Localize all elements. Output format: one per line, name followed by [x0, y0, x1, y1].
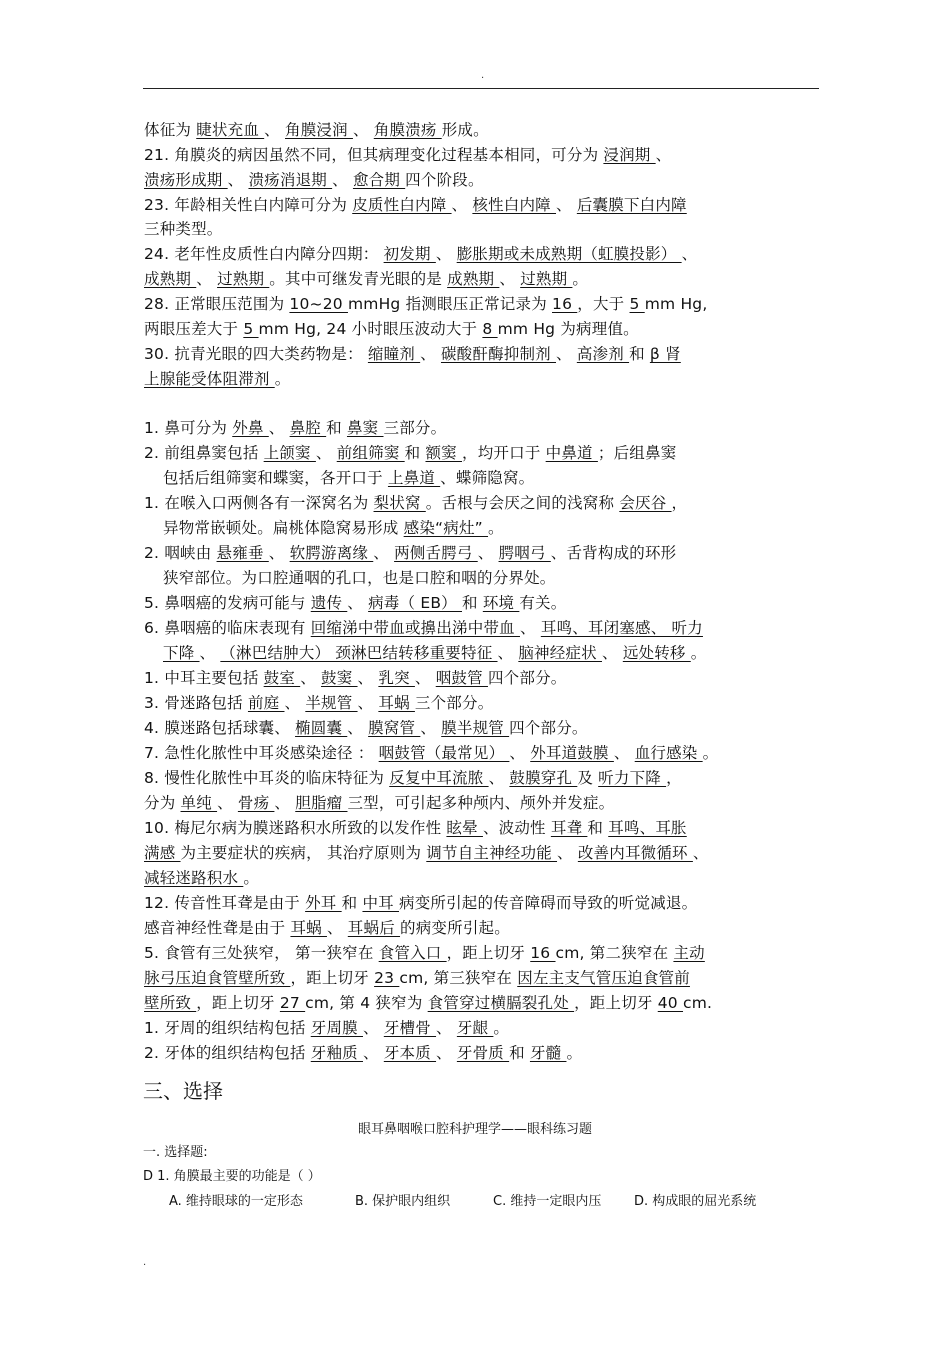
text-segment: 和 [326, 419, 347, 437]
text-segment: 、 [499, 270, 521, 288]
answer-blank: 悬雍垂 [216, 544, 269, 562]
answer-blank: 耳蜗后 [347, 919, 401, 937]
header-rule [143, 88, 819, 89]
answer-blank: 鼓窦 [321, 669, 358, 687]
text-segment: 有关。 [519, 594, 567, 612]
answer-blank: 病毒（ EB） [368, 594, 462, 612]
text-segment: 狭窄部位。为口腔通咽的孔口，也是口腔和咽的分界处。 [163, 569, 556, 587]
text-segment: 、 [332, 171, 353, 189]
text-segment: 、 [347, 719, 369, 737]
text-segment: 、 [268, 544, 290, 562]
text-segment: 2. 咽峡由 [144, 544, 217, 562]
text-segment: 、 [692, 844, 709, 862]
answer-blank: 脑神经症状 [518, 644, 602, 662]
text-segment: 2. 前组鼻窦包括 [144, 444, 264, 462]
answer-blank: 过熟期 [217, 270, 270, 288]
text-segment: 、 [264, 121, 285, 139]
answer-blank: 8 [482, 320, 498, 338]
text-segment: 。 [702, 744, 719, 762]
answer-blank: 咽鼓管 [435, 669, 488, 687]
text-line [144, 818, 687, 838]
text-segment: mm Hg, 24 小时眼压波动大于 [258, 320, 483, 338]
option-c: C. 维持一定眼内压 [493, 1194, 602, 1209]
text-segment: mm Hg, [644, 295, 708, 313]
answer-blank: 环境 [482, 594, 520, 612]
text-segment: 、 [477, 544, 499, 562]
footer-dot: . [143, 1257, 147, 1268]
answer-blank: 血行感染 [634, 744, 703, 762]
answer-blank: 牙龈 [456, 1019, 494, 1037]
text-line [144, 868, 259, 888]
text-segment: mmHg 指测眼压正常记录为 [347, 295, 553, 313]
text-segment: 、 [284, 694, 306, 712]
answer-blank: 两侧舌腭弓 [394, 544, 478, 562]
text-segment: 24. 老年性皮质性白内障分四期： [144, 245, 384, 263]
answer-blank: 单纯 [180, 794, 218, 812]
question-header: 一. 选择题: [143, 1145, 208, 1160]
answer-blank: 鼻腔 [289, 419, 327, 437]
answer-blank: 愈合期 [352, 171, 406, 189]
text-line [144, 219, 223, 239]
text-segment: 和 [341, 894, 363, 912]
text-segment: 、 [556, 345, 577, 363]
answer-blank: 下降 [163, 644, 200, 662]
answer-blank: 远处转移 [622, 644, 691, 662]
text-segment: 四个部分。 [487, 669, 567, 687]
text-segment: 、 [362, 1044, 384, 1062]
answer-blank: 骨疡 [237, 794, 275, 812]
text-segment: 、 [274, 794, 296, 812]
text-segment: 、 [315, 444, 337, 462]
text-segment: 、 [300, 669, 322, 687]
text-line [144, 1018, 509, 1038]
text-segment: 、 [420, 345, 441, 363]
text-segment: 23. 年龄相关性白内障可分为 [144, 196, 353, 214]
text-line [144, 668, 566, 688]
answer-blank: 40 [657, 994, 684, 1012]
answer-blank: 耳鸣、耳胀 [608, 819, 687, 837]
text-segment: 6. 鼻咽癌的临床表现有 [144, 619, 311, 637]
text-segment: 三种类型。 [144, 220, 223, 238]
answer-blank: 16 [530, 944, 556, 962]
answer-blank: 前组筛窦 [336, 444, 405, 462]
text-segment: 两眼压差大于 [144, 320, 244, 338]
text-line [144, 244, 697, 264]
text-segment: 、 [497, 644, 519, 662]
answer-blank: 耳聋 [550, 819, 588, 837]
answer-blank: 脉弓压迫食管壁所致 [144, 969, 291, 987]
text-segment: 、 [436, 1044, 457, 1062]
text-line [144, 344, 681, 364]
answer-blank: 高渗剂 [576, 345, 630, 363]
text-segment: 、 [436, 1019, 457, 1037]
text-segment: mm Hg 为病理值。 [497, 320, 639, 338]
text-line [144, 793, 614, 813]
answer-blank: 缩瞳剂 [367, 345, 421, 363]
text-segment: 1. 牙周的组织结构包括 [144, 1019, 311, 1037]
answer-blank: 腭咽弓 [498, 544, 551, 562]
text-line [144, 943, 705, 963]
answer-blank: 软腭游离缘 [289, 544, 374, 562]
answer-blank: （淋巴结肿大） 颈淋巴结转移重要特征 [220, 644, 498, 662]
text-segment: ，大于 [577, 295, 630, 313]
text-segment: 四个部分。 [509, 719, 588, 737]
answer-blank: 23 [374, 969, 400, 987]
answer-blank: 牙槽骨 [383, 1019, 437, 1037]
text-segment: ，距上切牙 [196, 994, 280, 1012]
question-text: D 1. 角膜最主要的功能是（ ） [143, 1169, 321, 1184]
text-segment: 。 [566, 1044, 583, 1062]
answer-blank: 上腺能受体阻滞剂 [144, 370, 275, 388]
text-segment: 、 [352, 121, 374, 139]
text-line [144, 843, 709, 863]
text-segment: 1. 中耳主要包括 [144, 669, 264, 687]
text-segment: ，距上切牙 [290, 969, 375, 987]
text-segment: 。 [488, 519, 504, 537]
text-segment: 、 [357, 694, 379, 712]
text-line [144, 918, 510, 938]
text-segment: 5. 鼻咽癌的发病可能与 [144, 594, 311, 612]
answer-blank: 耳鸣、耳闭塞感、 听力 [540, 619, 703, 637]
text-line [144, 743, 718, 763]
text-segment: 、蝶筛隐窝。 [440, 469, 535, 487]
answer-blank: 耳蜗 [290, 919, 327, 937]
text-segment: 的病变所引起。 [400, 919, 510, 937]
answer-blank: 反复中耳流脓 [389, 769, 489, 787]
answer-blank: 减轻迷路积水 [144, 869, 244, 887]
answer-blank: 梨状窝 [373, 494, 426, 512]
exercise-subtitle: 眼耳鼻咽喉口腔科护理学——眼科练习题 [357, 1122, 592, 1137]
text-line [163, 468, 534, 488]
text-segment: 、 [655, 146, 672, 164]
text-segment: 和 [587, 819, 609, 837]
text-segment: 三个部分。 [414, 694, 494, 712]
text-segment: 21. 角膜炎的病因虽然不同，但其病理变化过程基本相同，可分为 [144, 146, 604, 164]
text-segment: 。舌根与会厌之间的浅窝称 [425, 494, 620, 512]
text-segment: 。 [274, 370, 291, 388]
text-segment: 12. 传音性耳聋是由于 [144, 894, 306, 912]
text-segment: 、 [357, 669, 379, 687]
text-segment: ，距上切牙 [446, 944, 531, 962]
answer-blank: 椭圆囊 [295, 719, 348, 737]
text-line [144, 294, 707, 314]
text-segment: 、 [681, 245, 698, 263]
text-segment: 7. 急性化脓性中耳炎感染途径 ： [144, 744, 379, 762]
text-segment: ， [671, 494, 688, 512]
answer-blank: 5 [243, 320, 259, 338]
text-segment: 、 [268, 419, 290, 437]
text-line [144, 443, 676, 463]
text-segment: 形成。 [441, 121, 489, 139]
text-segment: 。 [243, 869, 260, 887]
text-segment: ，均开口于 [462, 444, 546, 462]
answer-blank: 遗传 [310, 594, 348, 612]
text-segment: 感音神经性聋是由于 [144, 919, 291, 937]
answer-blank: 过熟期 [520, 270, 573, 288]
answer-blank: 碳酸酐酶抑制剂 [440, 345, 556, 363]
answer-blank: 半规管 [305, 694, 358, 712]
answer-blank: 耳蜗 [378, 694, 415, 712]
answer-blank: 满感 [144, 844, 181, 862]
text-segment: 2. 牙体的组织结构包括 [144, 1044, 311, 1062]
answer-blank: 皮质性白内障 [352, 196, 452, 214]
text-line [144, 543, 676, 563]
answer-blank: 上鼻道 [387, 469, 441, 487]
text-segment: 、 [196, 270, 218, 288]
text-line [144, 418, 446, 438]
text-segment: 10. 梅尼尔病为膜迷路积水所致的以发作性 [144, 819, 447, 837]
text-segment: 、 [217, 794, 238, 812]
text-segment: 4. 膜迷路包括球囊、 [144, 719, 296, 737]
answer-blank: 膜半规管 [441, 719, 510, 737]
answer-blank: 咽鼓管（最常见） [378, 744, 510, 762]
text-segment: 和 [462, 594, 483, 612]
text-segment: 、 [435, 245, 457, 263]
answer-blank: 前庭 [247, 694, 285, 712]
text-segment: 、波动性 [482, 819, 551, 837]
text-segment: 及 [577, 769, 599, 787]
answer-blank: 27 [279, 994, 306, 1012]
text-segment: 1. 鼻可分为 [144, 419, 233, 437]
option-a: A. 维持眼球的一定形态 [169, 1194, 303, 1209]
answer-blank: 5 [629, 295, 645, 313]
text-segment: 、 [556, 196, 577, 214]
answer-blank: 牙周膜 [310, 1019, 363, 1037]
answer-blank: 感染“病灶” [403, 519, 489, 537]
text-segment: 、 [601, 644, 623, 662]
text-segment: 和 [509, 1044, 530, 1062]
answer-blank: 鼓室 [263, 669, 301, 687]
text-segment: ；后组鼻窦 [597, 444, 677, 462]
answer-blank: 眩晕 [446, 819, 483, 837]
answer-blank: 成熟期 [144, 270, 197, 288]
answer-blank: 10~20 [289, 295, 348, 313]
text-segment: 、 [373, 544, 395, 562]
text-segment: 、 [199, 644, 221, 662]
answer-blank: 角膜浸润 [285, 121, 353, 139]
answer-blank: 牙本质 [383, 1044, 437, 1062]
answer-blank: 上颌窦 [263, 444, 316, 462]
text-line [144, 170, 484, 190]
text-segment: 为主要症状的疾病， 其治疗原则为 [180, 844, 427, 862]
text-segment: 异物常嵌顿处。扁桃体隐窝易形成 [163, 519, 404, 537]
text-line [144, 195, 687, 215]
text-segment: 、 [451, 196, 473, 214]
answer-blank: 角膜溃疡 [373, 121, 442, 139]
text-segment: 30. 抗青光眼的四大类药物是： [144, 345, 368, 363]
text-line [144, 993, 712, 1013]
answer-blank: 额窦 [425, 444, 463, 462]
answer-blank: 改善内耳微循环 [577, 844, 693, 862]
answer-blank: 胆脂瘤 [295, 794, 348, 812]
text-segment: 包括后组筛窦和蝶窦，各开口于 [163, 469, 388, 487]
text-segment: 、舌背构成的环形 [550, 544, 677, 562]
text-line [144, 718, 588, 738]
answer-blank: 调节自主神经功能 [426, 844, 558, 862]
answer-blank: 乳突 [378, 669, 415, 687]
text-segment: cm, 第二狭窄在 [555, 944, 674, 962]
answer-blank: 食管入口 [378, 944, 447, 962]
text-segment: 体征为 [144, 121, 197, 139]
answer-blank: 初发期 [383, 245, 436, 263]
text-segment: 、 [347, 594, 369, 612]
answer-blank: β 肾 [649, 345, 681, 363]
answer-blank: 回缩涕中带血或擤出涕中带血 [310, 619, 520, 637]
answer-blank: 壁所致 [144, 994, 197, 1012]
text-segment: 28. 正常眼压范围为 [144, 295, 290, 313]
answer-blank: 鼻窦 [346, 419, 384, 437]
answer-blank: 因左主支气管压迫食管前 [517, 969, 690, 987]
text-segment: 和 [404, 444, 426, 462]
option-b: B. 保护眼内组织 [355, 1194, 451, 1209]
answer-blank: 成熟期 [447, 270, 500, 288]
text-segment: 5. 食管有三处狭窄， 第一狭窄在 [144, 944, 379, 962]
text-line [144, 269, 588, 289]
answer-blank: 听力下降 [598, 769, 667, 787]
text-segment: 三型，可引起多种颅内、颅外并发症。 [347, 794, 615, 812]
text-segment: 、 [414, 669, 436, 687]
answer-blank: 牙釉质 [310, 1044, 363, 1062]
answer-blank: 食管穿过横膈裂孔处 [427, 994, 575, 1012]
text-line [144, 968, 690, 988]
text-segment: 、 [557, 844, 578, 862]
text-line [144, 319, 639, 339]
text-segment: 。 [690, 644, 707, 662]
text-segment: 、 [613, 744, 635, 762]
text-line [144, 618, 703, 638]
text-segment: ，距上切牙 [574, 994, 658, 1012]
text-line [163, 643, 706, 663]
answer-blank: 外鼻 [232, 419, 269, 437]
answer-blank: 16 [552, 295, 578, 313]
text-segment: 1. 在喉入口两侧各有一深窝名为 [144, 494, 374, 512]
text-segment: 、 [326, 919, 348, 937]
text-line [144, 145, 671, 165]
answer-blank: 膜窝管 [368, 719, 421, 737]
text-segment: 、 [519, 619, 541, 637]
text-segment: ， [666, 769, 682, 787]
answer-blank: 外耳 [305, 894, 342, 912]
text-segment: 。 [572, 270, 589, 288]
text-segment: 和 [629, 345, 650, 363]
text-line [163, 518, 504, 538]
answer-blank: 外耳道鼓膜 [530, 744, 614, 762]
answer-blank: 中鼻道 [545, 444, 598, 462]
text-segment: cm, 第 4 狭窄为 [305, 994, 428, 1012]
text-line [144, 693, 493, 713]
text-segment: 三部分。 [383, 419, 447, 437]
text-segment: 、 [488, 769, 510, 787]
text-segment: 病变所引起的传音障碍而导致的听觉减退。 [399, 894, 698, 912]
text-line [144, 1043, 582, 1063]
text-line [163, 568, 556, 588]
text-segment: 8. 慢性化脓性中耳炎的临床特征为 [144, 769, 390, 787]
text-line [144, 369, 290, 389]
text-line [144, 593, 566, 613]
text-segment: 3. 骨迷路包括 [144, 694, 248, 712]
answer-blank: 牙髓 [529, 1044, 567, 1062]
answer-blank: 浸润期 [603, 146, 656, 164]
text-segment: cm. [683, 994, 713, 1012]
answer-blank: 主动 [673, 944, 705, 962]
answer-blank: 会厌谷 [619, 494, 672, 512]
answer-blank: 中耳 [362, 894, 399, 912]
text-segment: 四个阶段。 [405, 171, 484, 189]
text-segment: 、 [227, 171, 249, 189]
answer-blank: 膨胀期或未成熟期（虹膜投影） [456, 245, 682, 263]
text-segment: 分为 [144, 794, 181, 812]
header-dot: . [481, 70, 485, 81]
answer-blank: 溃疡消退期 [248, 171, 333, 189]
text-segment: 。 [493, 1019, 510, 1037]
text-line [144, 768, 682, 788]
answer-blank: 溃疡形成期 [144, 171, 228, 189]
text-segment: 、 [420, 719, 442, 737]
answer-blank: 牙骨质 [456, 1044, 510, 1062]
text-line [144, 893, 697, 913]
text-segment: 、 [509, 744, 531, 762]
text-segment: cm, 第三狭窄在 [399, 969, 518, 987]
text-segment: 、 [362, 1019, 384, 1037]
answer-blank: 后囊膜下白内障 [576, 196, 687, 214]
section-title: 三、选择 [143, 1079, 223, 1103]
text-segment: 。其中可继发青光眼的是 [269, 270, 448, 288]
answer-blank: 核性白内障 [472, 196, 557, 214]
text-line [144, 120, 489, 140]
answer-blank: 睫状充血 [196, 121, 265, 139]
answer-blank: 鼓膜穿孔 [509, 769, 578, 787]
option-d: D. 构成眼的屈光系统 [634, 1194, 757, 1209]
text-line [144, 493, 687, 513]
